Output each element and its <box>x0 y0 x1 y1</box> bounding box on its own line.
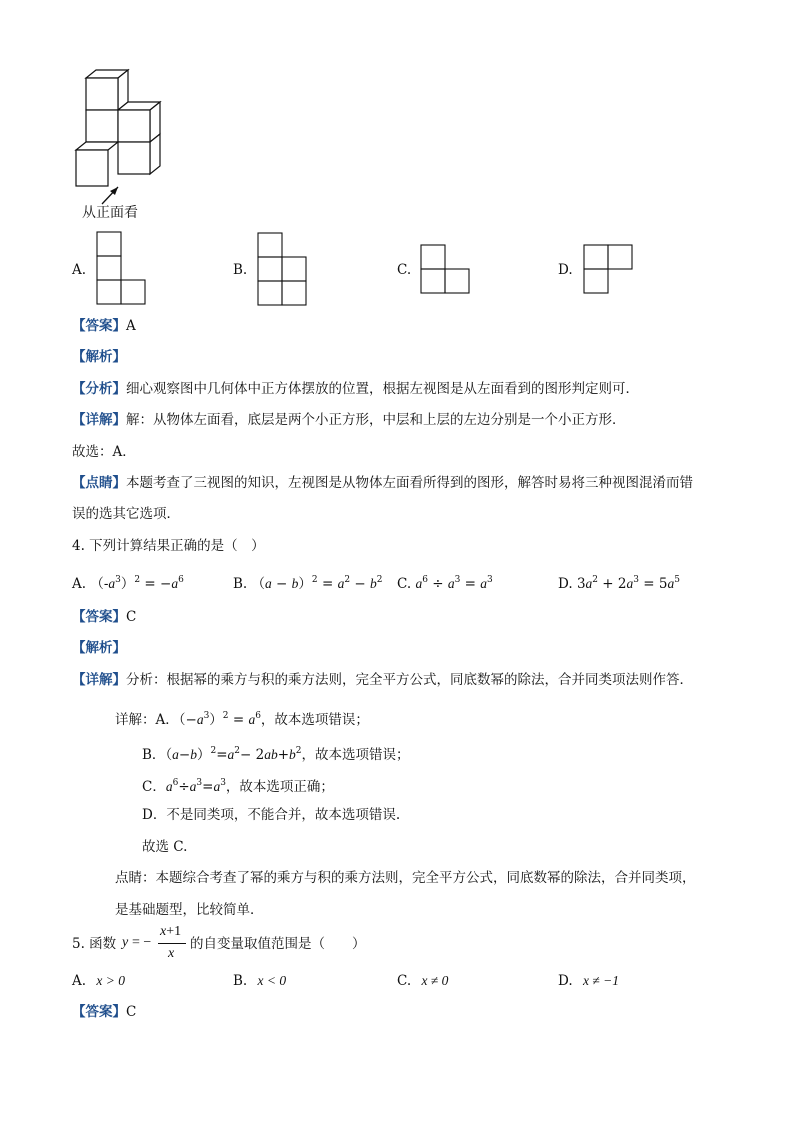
q5-option-c-expr: x ≠ 0 <box>421 973 449 988</box>
q3-analysis-tag: 【解析】 <box>72 349 126 365</box>
q4-option-c-expr: $a^6 \div a^3 = a^3$ <box>415 575 493 592</box>
q4-detail-a <box>115 707 369 729</box>
q3-option-a-figure <box>97 232 147 304</box>
q4-detail-d: D．不是同类项，不能合并，故本选项错误. <box>142 807 401 823</box>
q4-detail-c <box>142 774 334 796</box>
q4-option-a <box>72 571 184 593</box>
detail-head: 详解：A． <box>115 712 179 728</box>
q5-option-c-label: C. <box>397 973 412 989</box>
q4-dianjing-2: 是基础题型，比较简单． <box>115 902 264 918</box>
q4-detail-b <box>142 742 410 764</box>
q5-option-d <box>558 972 619 990</box>
q5-option-a-expr: x > 0 <box>96 973 125 988</box>
detail-b-tail: ，故本选项错误； <box>301 747 410 763</box>
q3-option-c-figure <box>421 245 471 293</box>
figure-caption: 从正面看 <box>82 205 138 221</box>
answer-value: A <box>126 318 136 334</box>
q4-option-b-label: B. <box>233 576 248 592</box>
q3-dianjing-line-2: 误的选其它选项． <box>72 506 180 522</box>
q4-option-b-expr: $(a - b)^2 = a^2 - b^2$ <box>251 575 383 592</box>
detail-b-expr: $(a-b)^2=a^2- 2ab+b^2$ <box>165 746 302 763</box>
q3-choose: 故选：A． <box>72 444 136 460</box>
cube-stack-figure <box>74 68 174 218</box>
dianjing-text-1: 本题考查了三视图的知识，左视图是从物体左面看所得到的图形，解答时易将三种视图混淆而错 <box>126 475 693 491</box>
q4-option-d-label: D. <box>558 576 573 592</box>
q4-option-d <box>558 571 680 593</box>
q4-analysis-tag: 【解析】 <box>72 640 126 656</box>
fenxi-tag: 【分析】 <box>72 381 126 397</box>
xiangjie-text: 分析：根据幂的乘方与积的乘方法则，完全平方公式，同底数幂的除法，合并同类项法则作答． <box>126 672 693 688</box>
q5-option-a-label: A. <box>72 973 87 989</box>
q5-option-c <box>397 972 448 990</box>
q5-option-d-expr: x ≠ −1 <box>582 973 619 988</box>
answer-value: C <box>126 1004 137 1020</box>
q3-answer-line <box>72 317 136 335</box>
q5-option-a <box>72 972 125 990</box>
dianjing-tag: 【点睛】 <box>72 475 126 491</box>
q3-option-a-label: A. <box>72 262 87 278</box>
q5-stem-head: 5. 函数 <box>72 936 117 952</box>
xiangjie-text: 解：从物体左面看，底层是两个小正方形，中层和上层的左边分别是一个小正方形． <box>126 412 626 428</box>
q4-choose: 故选 C. <box>142 839 188 855</box>
q3-option-b-label: B. <box>233 262 248 278</box>
detail-b-head: B． <box>142 747 166 763</box>
q3-option-b-figure <box>258 233 308 305</box>
q4-option-a-label: A. <box>72 576 87 592</box>
detail-c-head: C． <box>142 779 166 795</box>
q4-option-c <box>397 571 493 593</box>
q4-option-b <box>233 571 382 593</box>
q5-option-b-label: B. <box>233 973 248 989</box>
q3-dianjing-line-1 <box>72 474 693 492</box>
answer-tag: 【答案】 <box>72 1004 126 1020</box>
xiangjie-tag: 【详解】 <box>72 672 126 688</box>
q3-xiangjie-line <box>72 411 626 429</box>
q4-option-a-expr: $(-a^3)^2 = -a^6$ <box>90 575 184 592</box>
q4-xiangjie-line <box>72 671 693 689</box>
q3-option-c-label: C. <box>397 262 412 278</box>
q3-fenxi-line <box>72 380 639 398</box>
xiangjie-tag: 【详解】 <box>72 412 126 428</box>
detail-a-expr: $(-a^3)^2 = a^6$ <box>178 711 261 728</box>
detail-c-expr: $a^6\div a^3=a^3$ <box>165 778 226 795</box>
q5-function-expr: y = − x+1 x <box>122 926 188 964</box>
detail-c-tail: ，故本选项正确； <box>225 779 334 795</box>
q5-option-d-label: D. <box>558 973 573 989</box>
q5-option-b-expr: x < 0 <box>257 973 287 988</box>
q3-option-d-figure <box>584 245 634 293</box>
q4-stem: 4. 下列计算结果正确的是（ ） <box>72 538 265 554</box>
fenxi-text: 细心观察图中几何体中正方体摆放的位置，根据左视图是从左面看到的图形判定则可． <box>126 381 639 397</box>
answer-tag: 【答案】 <box>72 609 126 625</box>
q4-dianjing-1: 点睛：本题综合考查了幂的乘方与积的乘方法则，完全平方公式，同底数幂的除法，合并同类项， <box>115 870 696 886</box>
q5-stem-tail: 的自变量取值范围是（ ） <box>190 936 366 952</box>
q3-option-d-label: D. <box>558 262 573 278</box>
q4-option-d-expr: $3a^2 + 2a^3 = 5a^5$ <box>576 575 680 592</box>
q4-answer-line <box>72 608 136 626</box>
q5-option-b <box>233 972 286 990</box>
answer-value: C <box>126 609 137 625</box>
q5-answer-line <box>72 1003 136 1021</box>
detail-a-tail: ，故本选项错误； <box>260 712 369 728</box>
q4-option-c-label: C. <box>397 576 412 592</box>
answer-tag: 【答案】 <box>72 318 126 334</box>
